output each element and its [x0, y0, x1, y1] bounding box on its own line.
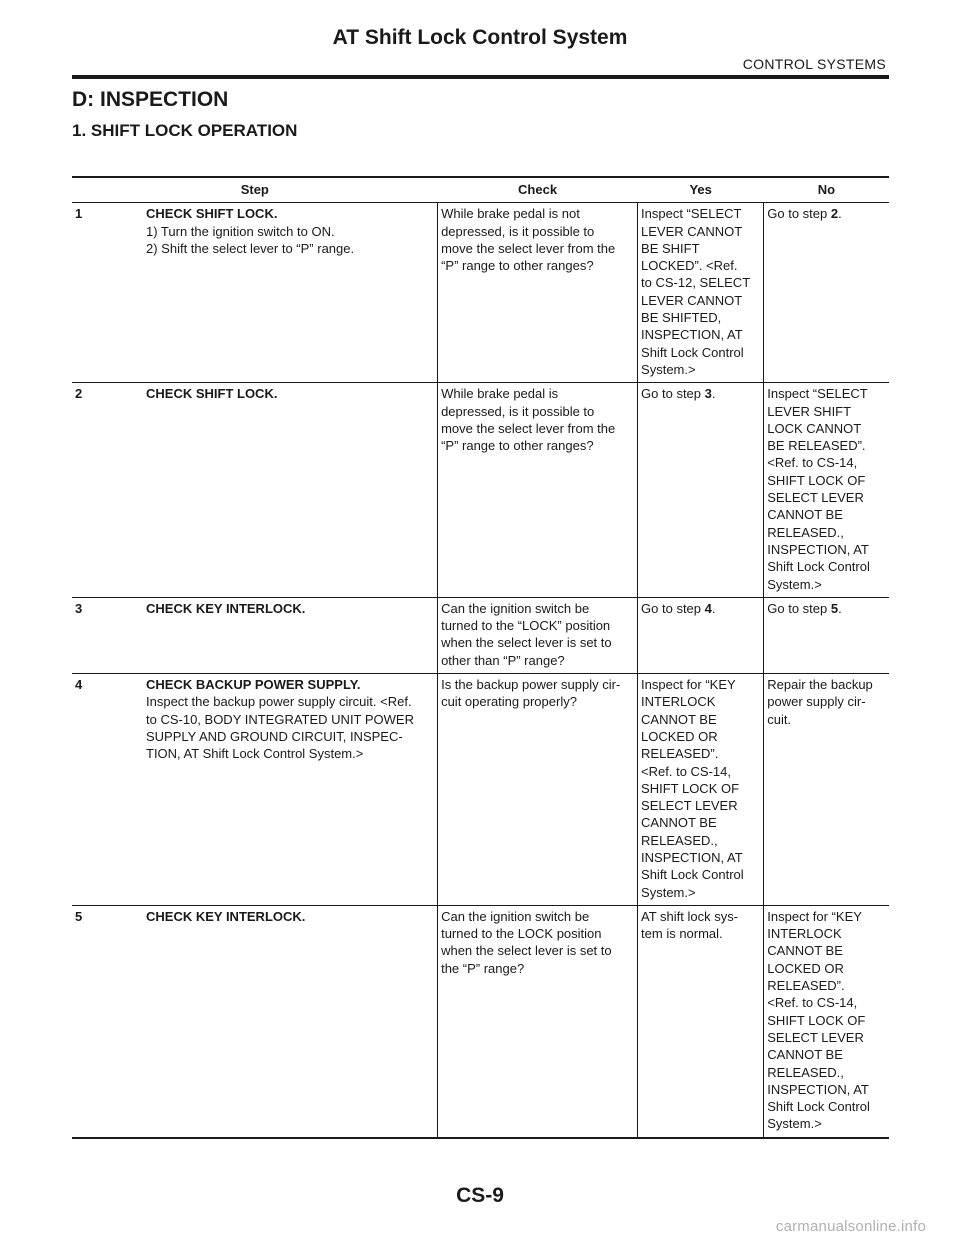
step-title: CHECK SHIFT LOCK.: [146, 386, 278, 402]
section-heading: D: INSPECTION: [72, 88, 229, 111]
no-cell: Inspect for “KEY INTERLOCK CANNOT BE LOCKED OR RELEASED”. <Ref. to CS-14, SHIFT LOCK OF SELECT LEVER CANNOT BE RELEASED., INSPECTION, AT Shift Lock Control System.>: [764, 905, 889, 1137]
step-number: 2: [75, 386, 83, 402]
table-row: [72, 597, 889, 673]
step-cell: [72, 203, 438, 383]
header-no: No: [764, 177, 889, 203]
header-yes: Yes: [638, 177, 764, 203]
step-number: 1: [75, 206, 83, 222]
no-cell: Go to step 2.: [764, 203, 889, 383]
step-cell: [72, 905, 438, 1137]
step-title: CHECK KEY INTERLOCK.: [146, 908, 306, 924]
yes-cell: Go to step 3.: [638, 383, 764, 598]
check-cell: Can the ignition switch be turned to the LOCK position when the select lever is set to the “P” range?: [438, 905, 638, 1137]
table-header-row: [72, 177, 889, 203]
step-instruction: TION, AT Shift Lock Control System.>: [146, 746, 364, 762]
yes-cell: Inspect “SELECT LEVER CANNOT BE SHIFT LOCKED”. <Ref. to CS-12, SELECT LEVER CANNOT BE SHIFTED, INSPECTION, AT Shift Lock Control System.>: [638, 203, 764, 383]
step-number: 5: [75, 908, 83, 924]
section-label: CONTROL SYSTEMS: [742, 56, 886, 72]
table-body: [72, 203, 889, 1138]
header-check: Check: [438, 177, 638, 203]
header-rule: [72, 75, 889, 79]
check-cell: While brake pedal is depressed, is it possible to move the select lever from the “P” range to other ranges?: [438, 383, 638, 598]
header-step: Step: [72, 177, 438, 203]
check-cell: While brake pedal is not depressed, is it possible to move the select lever from the “P” range to other ranges?: [438, 203, 638, 383]
no-cell: Go to step 5.: [764, 597, 889, 673]
check-cell: Can the ignition switch be turned to the “LOCK” position when the select lever is set to other than “P” range?: [438, 597, 638, 673]
step-title: CHECK KEY INTERLOCK.: [146, 600, 306, 616]
step-cell: [72, 383, 438, 598]
table-row: [72, 383, 889, 598]
step-cell: [72, 674, 438, 906]
step-instruction: 2) Shift the select lever to “P” range.: [146, 240, 355, 256]
check-cell: Is the backup power supply cir- cuit operating properly?: [438, 674, 638, 906]
step-instruction: 1) Turn the ignition switch to ON.: [146, 223, 335, 239]
step-title: CHECK BACKUP POWER SUPPLY.: [146, 677, 361, 693]
subheading: 1. SHIFT LOCK OPERATION: [72, 121, 298, 140]
yes-cell: AT shift lock sys- tem is normal.: [638, 905, 764, 1137]
table-row: [72, 674, 889, 906]
watermark: carmanualsonline.info: [775, 1218, 926, 1235]
step-instruction: Inspect the backup power supply circuit. <Ref.: [146, 694, 412, 710]
step-cell: [72, 597, 438, 673]
table-row: [72, 905, 889, 1137]
page-number: CS-9: [456, 1184, 504, 1207]
step-number: 3: [75, 600, 83, 616]
step-instruction: to CS-10, BODY INTEGRATED UNIT POWER: [146, 711, 414, 727]
yes-cell: Inspect for “KEY INTERLOCK CANNOT BE LOCKED OR RELEASED”. <Ref. to CS-14, SHIFT LOCK OF SELECT LEVER CANNOT BE RELEASED., INSPECTION, AT Shift Lock Control System.>: [638, 674, 764, 906]
step-title: CHECK SHIFT LOCK.: [146, 206, 278, 222]
inspection-table: [72, 176, 889, 1139]
no-cell: Repair the backup power supply cir- cuit.: [764, 674, 889, 906]
step-number: 4: [75, 677, 83, 693]
no-cell: Inspect “SELECT LEVER SHIFT LOCK CANNOT BE RELEASED”. <Ref. to CS-14, SHIFT LOCK OF SELECT LEVER CANNOT BE RELEASED., INSPECTION, AT Shift Lock Control System.>: [764, 383, 889, 598]
step-instruction: SUPPLY AND GROUND CIRCUIT, INSPEC-: [146, 728, 403, 744]
document-title: AT Shift Lock Control System: [332, 26, 628, 49]
table-row: [72, 203, 889, 383]
yes-cell: Go to step 4.: [638, 597, 764, 673]
